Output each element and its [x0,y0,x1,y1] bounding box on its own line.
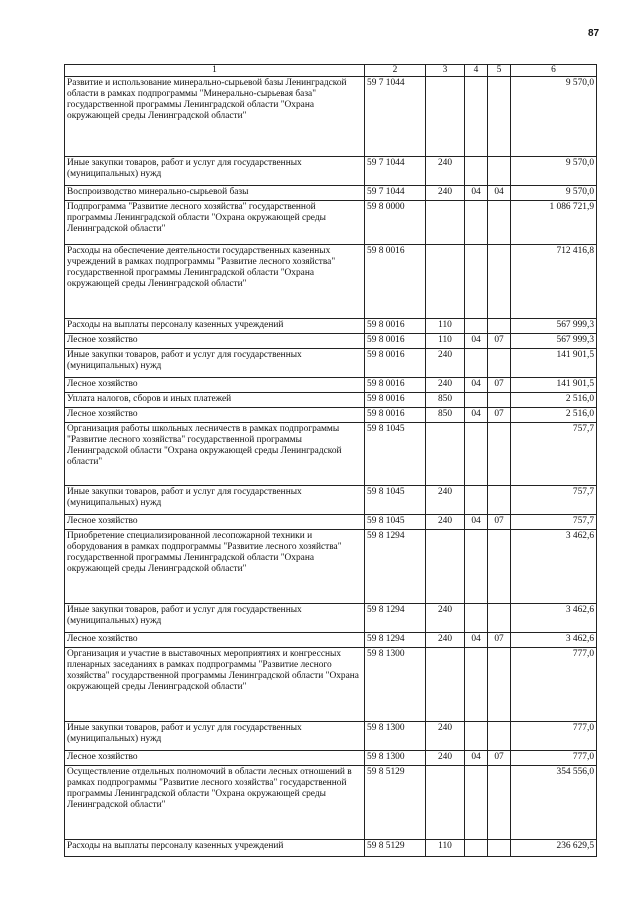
cell-section [465,77,488,157]
cell-section: 04 [465,334,488,349]
cell-section [465,245,488,319]
cell-name: Расходы на обеспечение деятельности государственных казенных учреждений в рамках подпрограммы "Развитие лесного хозяйства" государственной программы Ленинградской области "Охрана окружающей среды Ленинградской области" [65,245,365,319]
cell-amount: 567 999,3 [511,319,597,334]
cell-amount: 757,7 [511,515,597,530]
table-row [65,648,597,722]
cell-expense-type: 240 [426,722,465,751]
cell-code: 59 7 1044 [365,77,426,157]
cell-amount: 354 556,0 [511,766,597,840]
cell-expense-type: 240 [426,515,465,530]
cell-expense-type [426,77,465,157]
cell-subsection [488,319,511,334]
cell-code: 59 8 1300 [365,648,426,722]
cell-amount: 9 570,0 [511,186,597,201]
cell-code: 59 8 1294 [365,604,426,633]
cell-code: 59 8 1294 [365,633,426,648]
cell-name: Лесное хозяйство [65,751,365,766]
cell-expense-type: 850 [426,393,465,408]
cell-code: 59 8 1045 [365,423,426,486]
cell-subsection: 07 [488,515,511,530]
cell-amount: 777,0 [511,722,597,751]
cell-expense-type: 110 [426,319,465,334]
cell-expense-type [426,648,465,722]
cell-name: Иные закупки товаров, работ и услуг для государственных (муниципальных) нужд [65,349,365,378]
cell-section [465,604,488,633]
cell-amount: 3 462,6 [511,530,597,604]
cell-expense-type: 110 [426,334,465,349]
cell-section [465,349,488,378]
cell-name: Организация работы школьных лесничеств в рамках подпрограммы "Развитие лесного хозяйства" государственной программы Ленинградской области "Охрана окружающей среды Ленинградской области" [65,423,365,486]
cell-expense-type [426,245,465,319]
page-number: 87 [588,28,600,39]
cell-code: 59 8 0016 [365,349,426,378]
cell-expense-type [426,766,465,840]
cell-name: Иные закупки товаров, работ и услуг для государственных (муниципальных) нужд [65,157,365,186]
cell-name: Осуществление отдельных полномочий в области лесных отношений в рамках подпрограммы "Развитие лесного хозяйства" государственной программы Ленинградской области "Охрана окружающей среды Ленинградской области" [65,766,365,840]
cell-subsection [488,486,511,515]
cell-subsection [488,766,511,840]
cell-code: 59 8 1045 [365,515,426,530]
table-row [65,766,597,840]
cell-amount: 3 462,6 [511,604,597,633]
cell-subsection: 07 [488,751,511,766]
cell-section [465,530,488,604]
cell-subsection [488,245,511,319]
cell-name: Приобретение специализированной лесопожарной техники и оборудования в рамках подпрограммы "Развитие лесного хозяйства" государственной программы Ленинградской области "Охрана окружающей среды Ленинградской области" [65,530,365,604]
column-header: 6 [511,65,597,77]
cell-expense-type [426,423,465,486]
cell-section [465,840,488,857]
table-header-row [65,65,597,77]
cell-code: 59 8 1045 [365,486,426,515]
cell-amount: 777,0 [511,751,597,766]
cell-code: 59 8 5129 [365,766,426,840]
cell-expense-type [426,530,465,604]
cell-expense-type: 850 [426,408,465,423]
cell-subsection: 04 [488,186,511,201]
cell-amount: 777,0 [511,648,597,722]
table-row [65,334,597,349]
cell-name: Развитие и использование минерально-сырьевой базы Ленинградской области в рамках подпрограммы "Минерально-сырьевая база" государственной программы Ленинградской области "Охрана окружающей среды Ленинградской области" [65,77,365,157]
cell-subsection [488,840,511,857]
cell-expense-type: 240 [426,186,465,201]
cell-name: Лесное хозяйство [65,408,365,423]
cell-code: 59 8 0016 [365,393,426,408]
cell-expense-type: 240 [426,486,465,515]
cell-expense-type: 240 [426,349,465,378]
cell-amount: 9 570,0 [511,157,597,186]
cell-code: 59 8 0000 [365,201,426,245]
cell-name: Подпрограмма "Развитие лесного хозяйства" государственной программы Ленинградской области "Охрана окружающей среды Ленинградской области" [65,201,365,245]
cell-name: Расходы на выплаты персоналу казенных учреждений [65,319,365,334]
table-row [65,186,597,201]
budget-table [64,64,597,857]
cell-subsection [488,77,511,157]
cell-amount: 1 086 721,9 [511,201,597,245]
cell-section: 04 [465,408,488,423]
cell-amount: 567 999,3 [511,334,597,349]
cell-expense-type: 240 [426,633,465,648]
cell-section [465,157,488,186]
cell-name: Расходы на выплаты персоналу казенных учреждений [65,840,365,857]
cell-amount: 757,7 [511,486,597,515]
cell-subsection [488,423,511,486]
cell-code: 59 8 0016 [365,334,426,349]
cell-expense-type: 240 [426,751,465,766]
cell-section: 04 [465,186,488,201]
cell-section: 04 [465,751,488,766]
cell-subsection [488,530,511,604]
cell-amount: 141 901,5 [511,349,597,378]
cell-subsection [488,604,511,633]
table-row [65,604,597,633]
column-header: 1 [65,65,365,77]
cell-name: Лесное хозяйство [65,515,365,530]
cell-section: 04 [465,633,488,648]
table-row [65,633,597,648]
cell-expense-type: 240 [426,378,465,393]
table-row [65,530,597,604]
cell-name: Лесное хозяйство [65,334,365,349]
cell-subsection [488,157,511,186]
cell-name: Иные закупки товаров, работ и услуг для государственных (муниципальных) нужд [65,604,365,633]
cell-section [465,722,488,751]
column-header: 2 [365,65,426,77]
table-row [65,245,597,319]
table-row [65,201,597,245]
cell-code: 59 8 5129 [365,840,426,857]
cell-code: 59 8 0016 [365,408,426,423]
cell-amount: 757,7 [511,423,597,486]
cell-code: 59 8 0016 [365,245,426,319]
cell-amount: 3 462,6 [511,633,597,648]
cell-subsection: 07 [488,334,511,349]
cell-amount: 2 516,0 [511,393,597,408]
cell-subsection: 07 [488,408,511,423]
table-row [65,751,597,766]
column-header: 3 [426,65,465,77]
cell-amount: 712 416,8 [511,245,597,319]
cell-section [465,423,488,486]
cell-name: Уплата налогов, сборов и иных платежей [65,393,365,408]
cell-code: 59 7 1044 [365,186,426,201]
cell-code: 59 8 1294 [365,530,426,604]
cell-code: 59 8 0016 [365,319,426,334]
table-row [65,349,597,378]
cell-expense-type: 110 [426,840,465,857]
cell-amount: 2 516,0 [511,408,597,423]
table-row [65,378,597,393]
cell-section [465,319,488,334]
cell-section [465,393,488,408]
table-row [65,486,597,515]
cell-amount: 236 629,5 [511,840,597,857]
table-row [65,408,597,423]
cell-expense-type [426,201,465,245]
cell-name: Лесное хозяйство [65,633,365,648]
column-header: 5 [488,65,511,77]
table-row [65,722,597,751]
cell-subsection [488,722,511,751]
table-row [65,840,597,857]
cell-amount: 141 901,5 [511,378,597,393]
cell-section [465,648,488,722]
table-row [65,515,597,530]
cell-subsection: 07 [488,633,511,648]
table-row [65,319,597,334]
cell-code: 59 8 0016 [365,378,426,393]
cell-subsection: 07 [488,378,511,393]
column-header: 4 [465,65,488,77]
cell-subsection [488,201,511,245]
cell-subsection [488,393,511,408]
table-row [65,77,597,157]
cell-amount: 9 570,0 [511,77,597,157]
cell-expense-type: 240 [426,604,465,633]
cell-section [465,201,488,245]
cell-name: Иные закупки товаров, работ и услуг для государственных (муниципальных) нужд [65,722,365,751]
cell-code: 59 8 1300 [365,751,426,766]
cell-name: Иные закупки товаров, работ и услуг для государственных (муниципальных) нужд [65,486,365,515]
cell-subsection [488,648,511,722]
cell-name: Воспроизводство минерально-сырьевой базы [65,186,365,201]
cell-name: Организация и участие в выставочных мероприятиях и конгрессных пленарных заседаниях в рамках подпрограммы "Развитие лесного хозяйства" государственной программы Ленинградской области "Охрана окружающей среды Ленинградской области" [65,648,365,722]
cell-section: 04 [465,515,488,530]
cell-section [465,486,488,515]
cell-section [465,766,488,840]
cell-subsection [488,349,511,378]
cell-code: 59 7 1044 [365,157,426,186]
cell-name: Лесное хозяйство [65,378,365,393]
cell-expense-type: 240 [426,157,465,186]
table-row [65,393,597,408]
table-row [65,423,597,486]
cell-code: 59 8 1300 [365,722,426,751]
table-row [65,157,597,186]
cell-section: 04 [465,378,488,393]
